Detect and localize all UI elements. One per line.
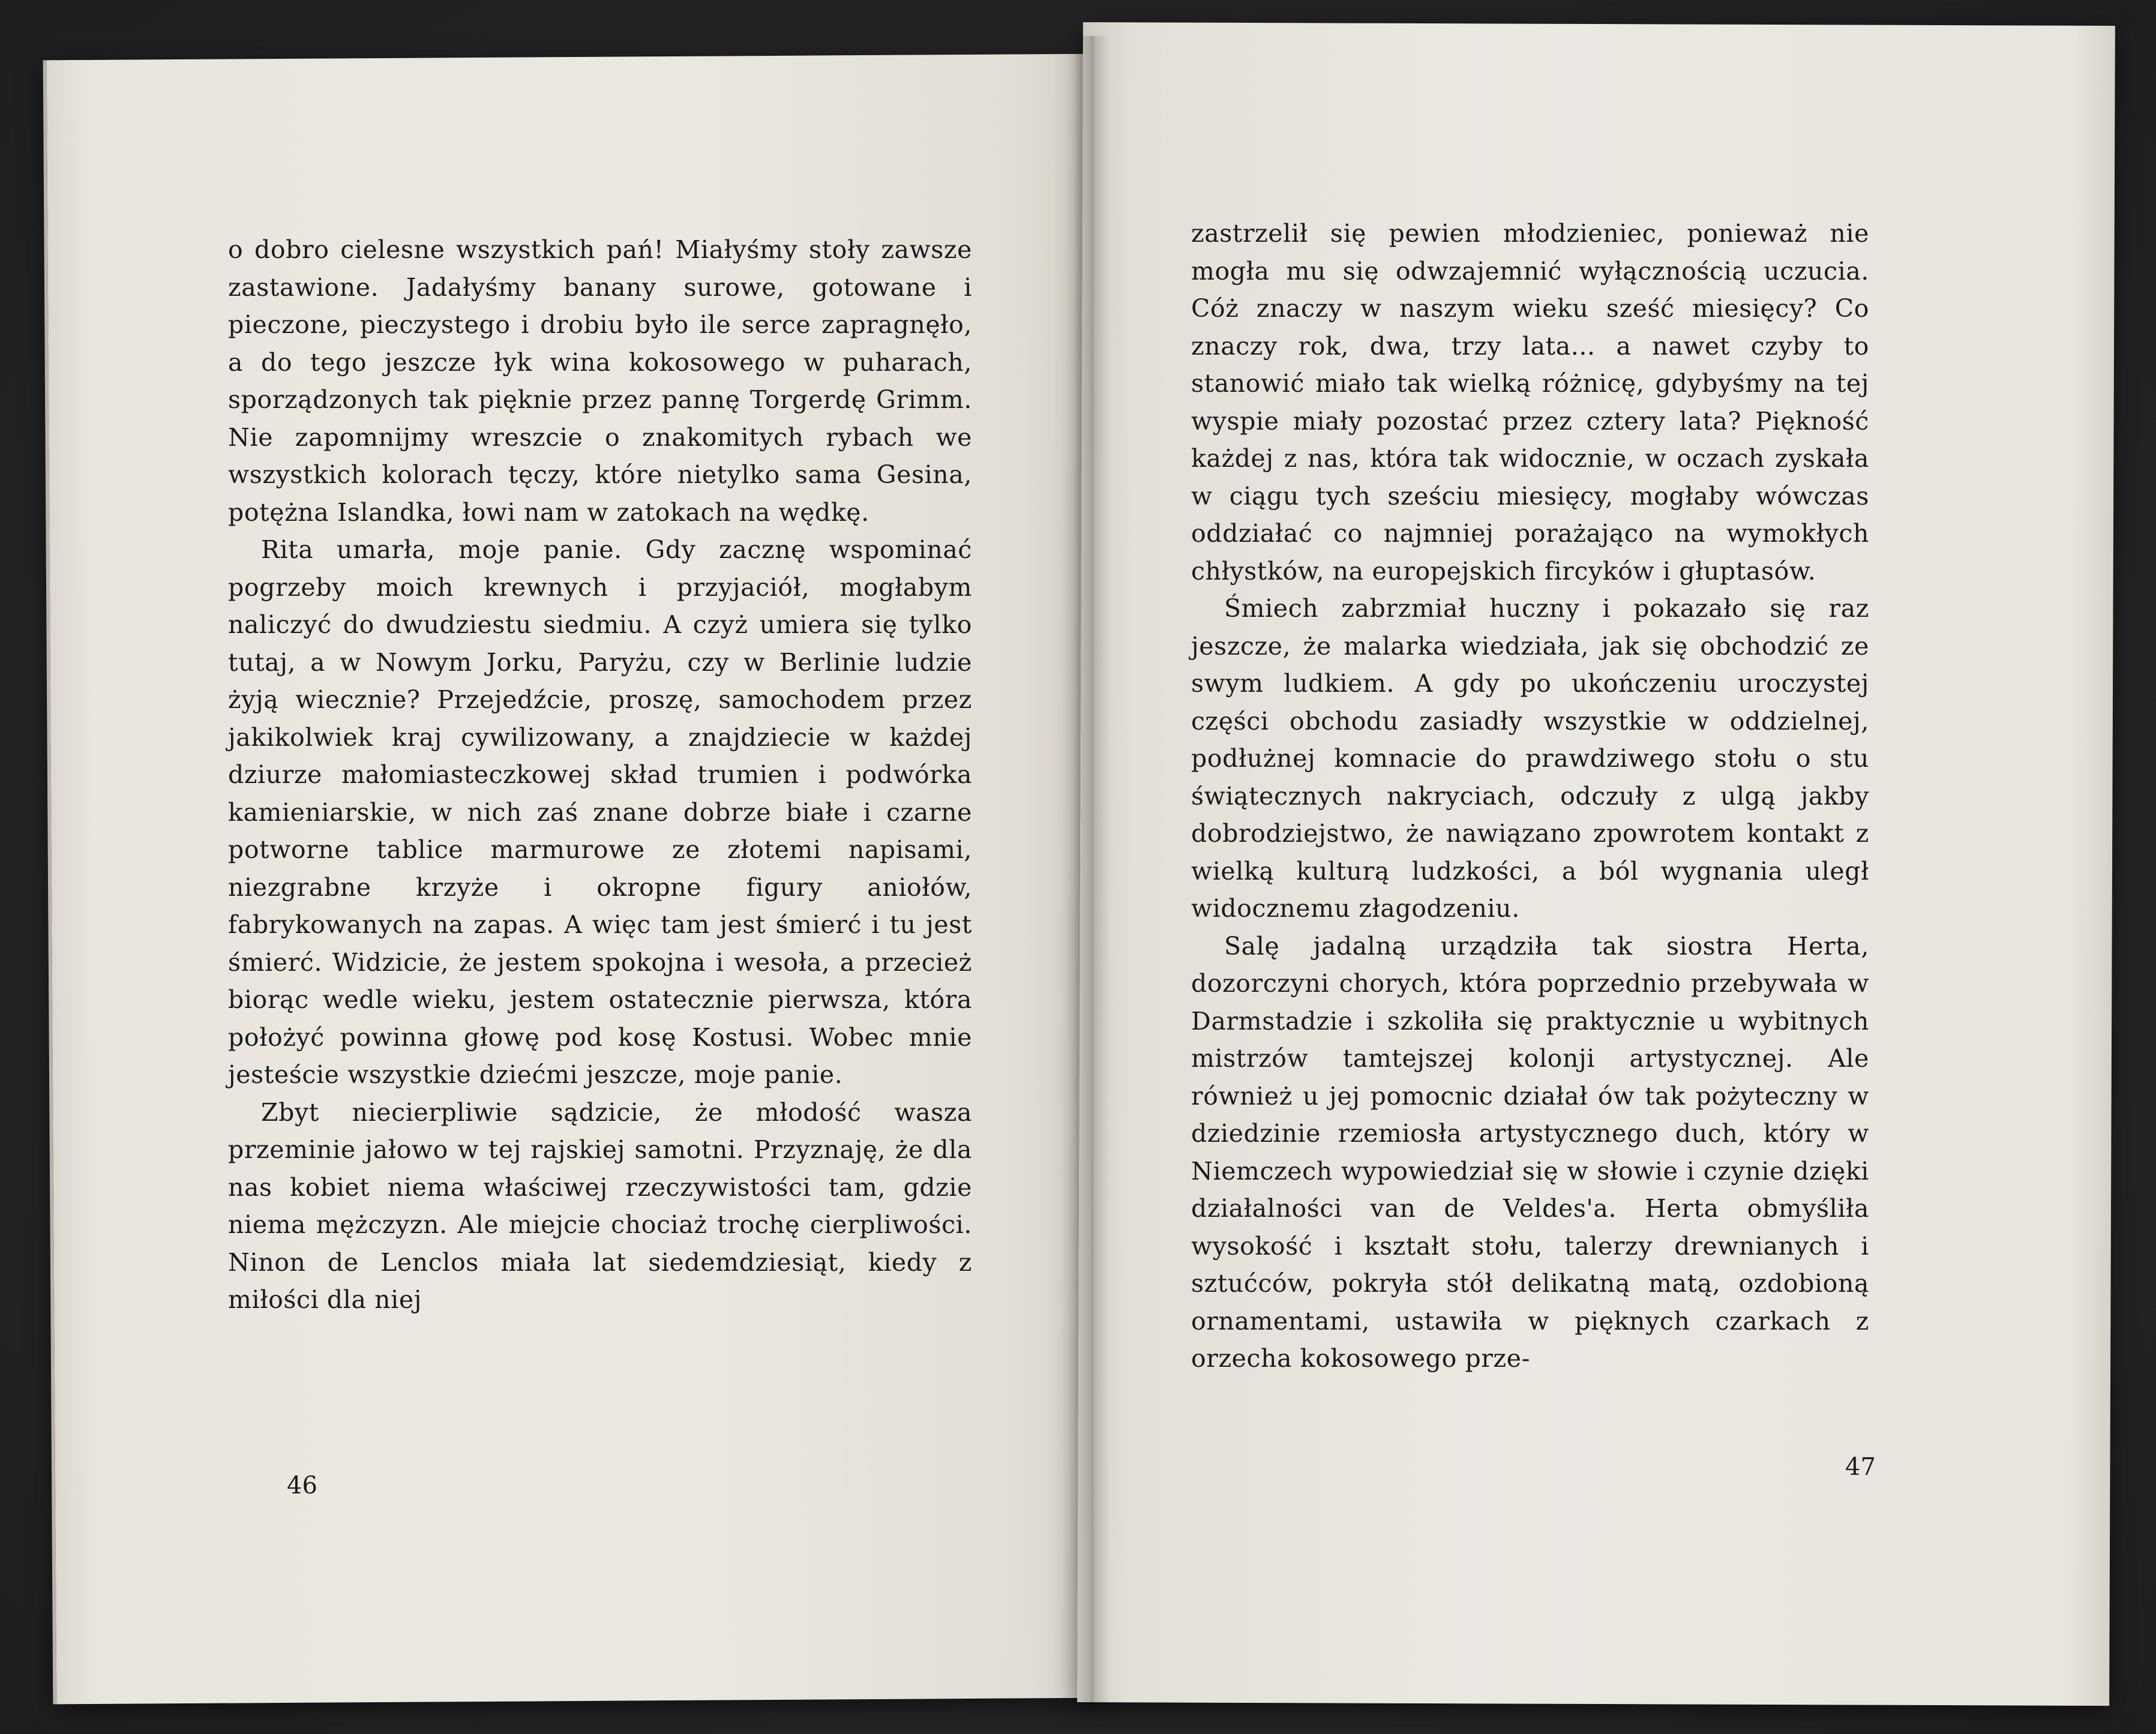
right-paragraph-1: zastrzelił się pewien młodzieniec, ponieważ nie mogła mu się odwzajemnić wyłącznością uczucia. Cóż znaczy w naszym wieku sześć miesięcy? Co znaczy rok, dwa, trzy lata... a nawet czyby to stanowić miało tak wielką różnicę, gdybyśmy na tej wyspie miały pozostać przez cztery lata? Piękność każdej z nas, która tak widocznie, w oczach zyskała w ciągu tych sześciu miesięcy, mogłaby wówczas oddziałać co najmniej porażająco na wymokłych chłystków, na europejskich fircyków i głuptasów. [1191, 219, 1869, 586]
left-page-text [228, 231, 972, 1319]
right-page-number: 47 [1845, 1453, 1876, 1481]
right-paragraph-3: Salę jadalną urządziła tak siostra Herta, dozorczyni chorych, która poprzednio przebywała w Darmstadzie i szkoliła się praktycznie u wybitnych mistrzów tamtejszej kolonji artystycznej. Ale również u jej pomocnic działał ów tak pożyteczny w dziedzinie rzemiosła artystycznego duch, który w Niemczech wypowiedział się w słowie i czynie dzięki działalności van de Veldes'a. Herta obmyśliła wysokość i kształt stołu, talerzy drewnianych i sztućców, pokryła stół delikatną matą, ozdobioną ornamentami, ustawiła w pięknych czarkach z orzecha kokosowego prze- [1191, 931, 1869, 1373]
left-page-number: 46 [287, 1472, 317, 1499]
right-paragraph-2: Śmiech zabrzmiał huczny i pokazało się raz jeszcze, że malarka wiedziała, jak się obchodzić ze swym ludkiem. A gdy po ukończeniu uroczystej części obchodu zasiadły wszystkie w oddzielnej, podłużnej komnacie do prawdziwego stołu o stu świątecznych nakryciach, odczuły z ulgą jakby dobrodziejstwo, że nawiązano zpowrotem kontakt z wielką kulturą ludzkości, a ból wygnania uległ widocznemu złagodzeniu. [1191, 594, 1869, 923]
left-paragraph-2: Rita umarła, moje panie. Gdy zacznę wspominać pogrzeby moich krewnych i przyjaciół, mogłabym naliczyć do dwudziestu siedmiu. A czyż umiera się tylko tutaj, a w Nowym Jorku, Paryżu, czy w Berlinie ludzie żyją wiecznie? Przejedźcie, proszę, samochodem przez jakikolwiek kraj cywilizowany, a znajdziecie w każdej dziurze małomiasteczkowej skład trumien i podwórka kamieniarskie, w nich zaś znane dobrze białe i czarne potworne tablice marmurowe ze złotemi napisami, niezgrabne krzyże i okropne figury aniołów, fabrykowanych na zapas. A więc tam jest śmierć i tu jest śmierć. Widzicie, że jestem spokojna i wesoła, a przecież biorąc wedle wieku, jestem ostatecznie pierwsza, która położyć powinna głowę pod kosę Kostusi. Wobec mnie jesteście wszystkie dziećmi jeszcze, moje panie. [228, 535, 972, 1089]
right-page-text [1191, 215, 1869, 1378]
left-paragraph-3: Zbyt niecierpliwie sądzicie, że młodość wasza przeminie jałowo w tej rajskiej samotni. Przyznaję, że dla nas kobiet niema właściwej rzeczywistości tam, gdzie niema mężczyzn. Ale miejcie chociaż trochę cierpliwości. Ninon de Lenclos miała lat siedemdziesiąt, kiedy z miłości dla niej [228, 1097, 972, 1314]
book-gutter [1074, 36, 1110, 1704]
left-paragraph-1: o dobro cielesne wszystkich pań! Miałyśmy stoły zawsze zastawione. Jadałyśmy banany surowe, gotowane i pieczone, pieczystego i drobiu było ile serce zapragnęło, a do tego jeszcze łyk wina kokosowego w puharach, sporządzonych tak pięknie przez pannę Torgerdę Grimm. Nie zapomnijmy wreszcie o znakomitych rybach we wszystkich kolorach tęczy, które nietylko sama Gesina, potężna Islandka, łowi nam w zatokach na wędkę. [228, 235, 972, 527]
